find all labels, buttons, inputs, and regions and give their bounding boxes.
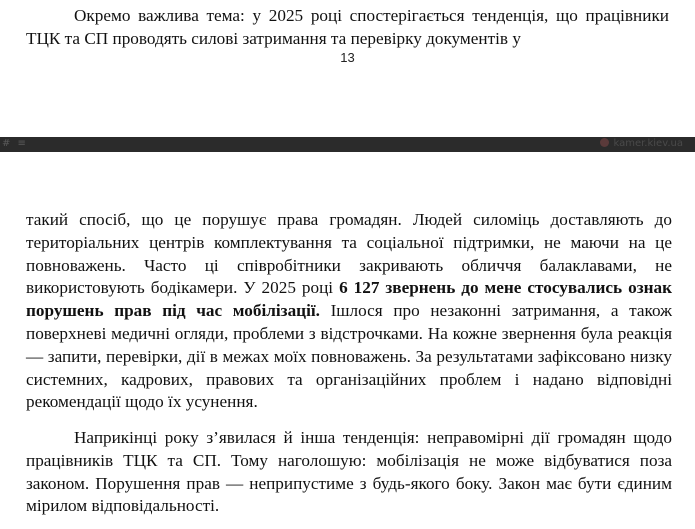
watermark-icon <box>600 138 609 147</box>
watermark <box>600 138 683 149</box>
watermark-text: kamer.kiev.ua <box>613 138 683 149</box>
paragraph-body-1 <box>26 209 672 414</box>
page-separator-bar <box>0 137 695 152</box>
paragraph-body-1-end: Ішлося про незаконні затримання, а також поверхневі медичні огляди, проблеми з відстрочками. На кожне звернення була реакція — запити, перевірки, дії в межах моїх повноважень. За результатами зафіксовано низку системних, кадрових, правових та організаційних проблем і надано відповідні рекомендації щодо їх усунення. <box>26 301 672 412</box>
paragraph-body-2-text: Наприкінці року з’явилася й інша тенденція: неправомірні дії громадян щодо працівників ТЦК та СП. Тому наголошую: мобілізація не може відбуватися поза законом. Порушення прав — неприпустиме з будь-якого боку. Закон має бути єдиним мірилом відповідальності. <box>26 428 672 516</box>
paragraph-body-2 <box>26 427 672 518</box>
paragraph-top <box>26 5 669 51</box>
paragraph-body-1-start: такий спосіб, що це порушує права громадян. Людей силоміць доставляють до територіальних центрів комплектування та соціальної підтримки, не маючи на це повноважень. Часто ці співробітники закривають обличчя балаклавами, не використовують бодікамери. У 2025 році <box>26 210 672 298</box>
paragraph-body-1-bold: 6 127 звернень до мене стосувались ознак порушень прав під час мобілізації. <box>26 278 672 321</box>
page-number: 13 <box>340 50 355 65</box>
previous-page-fragment <box>0 0 695 137</box>
paragraph-top-text: Окремо важлива тема: у 2025 році спостерігається тенденція, що працівники ТЦК та СП проводять силові затримання та перевірку документів у <box>26 6 669 48</box>
separator-glyphs: # ≡ <box>2 138 28 149</box>
